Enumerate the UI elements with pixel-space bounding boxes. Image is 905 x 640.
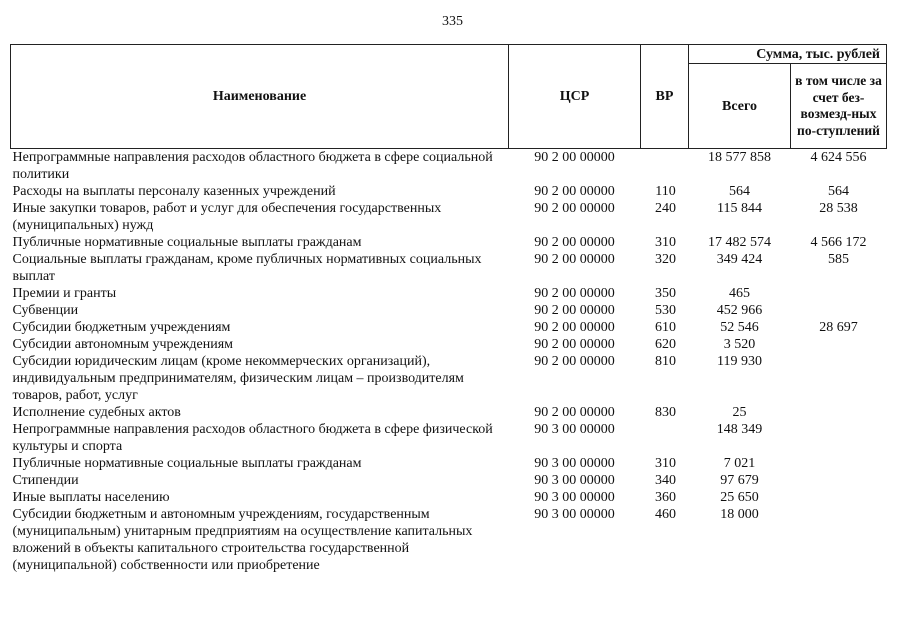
row-name: Публичные нормативные социальные выплаты гражданам <box>12 235 362 250</box>
row-csr: 90 2 00 00000 <box>534 252 615 267</box>
row-total: 465 <box>729 286 750 301</box>
row-vr: 620 <box>655 337 676 352</box>
table-row <box>11 455 887 472</box>
row-free-funds <box>791 455 887 472</box>
row-total: 18 577 858 <box>708 150 771 165</box>
row-csr: 90 3 00 00000 <box>534 422 615 437</box>
row-vr: 340 <box>655 473 676 488</box>
table-row <box>11 149 887 184</box>
row-free-funds: 585 <box>828 252 849 267</box>
row-total: 7 021 <box>723 456 756 471</box>
table-row <box>11 251 887 285</box>
row-vr: 310 <box>655 456 676 471</box>
row-name: Субсидии бюджетным и автономным учреждениям, государственным (муниципальным) унитарным предприятиям на осуществление капитальных вложений в объекты капитального строительства государственной (муниципальной) собственности или приобретение <box>12 507 473 573</box>
row-csr: 90 2 00 00000 <box>534 235 615 250</box>
table-row <box>11 404 887 421</box>
header-free: в том числе за счет без-возмезд-ных по-ступлений <box>791 64 887 149</box>
budget-table <box>10 44 887 574</box>
row-csr: 90 2 00 00000 <box>534 303 615 318</box>
row-vr: 360 <box>655 490 676 505</box>
row-total: 52 546 <box>720 320 759 335</box>
row-name: Расходы на выплаты персоналу казенных учреждений <box>12 184 336 199</box>
row-csr: 90 2 00 00000 <box>534 354 615 369</box>
table-row <box>11 200 887 234</box>
row-total: 3 520 <box>723 337 756 352</box>
row-name: Иные выплаты населению <box>12 490 170 505</box>
header-sum-group: Сумма, тыс. рублей <box>689 45 887 64</box>
row-csr: 90 2 00 00000 <box>534 184 615 199</box>
table-row <box>11 183 887 200</box>
row-vr: 320 <box>655 252 676 267</box>
row-name: Исполнение судебных актов <box>12 405 181 420</box>
row-csr: 90 2 00 00000 <box>534 337 615 352</box>
row-csr: 90 3 00 00000 <box>534 490 615 505</box>
row-free-funds <box>791 472 887 489</box>
row-csr: 90 2 00 00000 <box>534 405 615 420</box>
row-free-funds <box>791 285 887 302</box>
row-vr: 110 <box>655 184 676 199</box>
row-total: 115 844 <box>717 201 762 216</box>
row-name: Субсидии автономным учреждениям <box>12 337 234 352</box>
table-body <box>11 149 887 575</box>
row-name: Стипендии <box>12 473 79 488</box>
header-name: Наименование <box>11 45 509 149</box>
table-row <box>11 302 887 319</box>
row-total: 25 <box>732 405 747 420</box>
row-vr: 240 <box>655 201 676 216</box>
table-header <box>11 45 887 149</box>
table-row <box>11 489 887 506</box>
row-free-funds: 28 538 <box>819 201 858 216</box>
row-free-funds: 28 697 <box>819 320 858 335</box>
row-free-funds <box>791 506 887 574</box>
row-free-funds: 564 <box>828 184 849 199</box>
row-vr: 610 <box>655 320 676 335</box>
row-total: 17 482 574 <box>708 235 771 250</box>
row-csr: 90 3 00 00000 <box>534 473 615 488</box>
row-vr <box>641 149 689 184</box>
header-vr: ВР <box>641 45 689 149</box>
table-row <box>11 472 887 489</box>
row-free-funds: 4 566 172 <box>810 235 867 250</box>
row-csr: 90 3 00 00000 <box>534 456 615 471</box>
row-name: Субвенции <box>12 303 79 318</box>
row-csr: 90 2 00 00000 <box>534 201 615 216</box>
row-free-funds <box>791 302 887 319</box>
row-total: 452 966 <box>716 303 763 318</box>
row-vr: 310 <box>655 235 676 250</box>
row-name: Публичные нормативные социальные выплаты гражданам <box>12 456 362 471</box>
row-vr: 810 <box>655 354 676 369</box>
row-vr: 460 <box>655 507 676 522</box>
row-csr: 90 2 00 00000 <box>534 286 615 301</box>
row-name: Социальные выплаты гражданам, кроме публичных нормативных социальных выплат <box>12 252 482 284</box>
table-row <box>11 506 887 574</box>
header-csr: ЦСР <box>509 45 641 149</box>
table-row <box>11 319 887 336</box>
row-csr: 90 2 00 00000 <box>534 320 615 335</box>
row-total: 25 650 <box>720 490 759 505</box>
row-free-funds <box>791 353 887 404</box>
row-vr: 350 <box>655 286 676 301</box>
table-row <box>11 336 887 353</box>
row-vr: 830 <box>655 405 676 420</box>
row-free-funds <box>791 421 887 455</box>
table-row <box>11 234 887 251</box>
header-total: Всего <box>689 64 791 149</box>
row-name: Премии и гранты <box>12 286 117 301</box>
row-free-funds: 4 624 556 <box>810 150 867 165</box>
row-name: Субсидии юридическим лицам (кроме некоммерческих организаций), индивидуальным предпринимателям, физическим лицам – производителям товаров, работ, услуг <box>12 354 464 403</box>
page-number: 335 <box>442 14 463 29</box>
row-total: 349 424 <box>716 252 763 267</box>
table-row <box>11 353 887 404</box>
table-row <box>11 421 887 455</box>
table-row <box>11 285 887 302</box>
row-csr: 90 2 00 00000 <box>534 150 615 165</box>
row-vr <box>641 421 689 455</box>
row-vr: 530 <box>655 303 676 318</box>
row-csr: 90 3 00 00000 <box>534 507 615 522</box>
row-name: Иные закупки товаров, работ и услуг для обеспечения государственных (муниципальных) нужд <box>12 201 442 233</box>
row-total: 148 349 <box>716 422 763 437</box>
row-total: 18 000 <box>720 507 759 522</box>
row-total: 97 679 <box>720 473 759 488</box>
row-free-funds <box>791 404 887 421</box>
row-name: Непрограммные направления расходов областного бюджета в сфере физической культуры и спорта <box>12 422 493 454</box>
row-free-funds <box>791 336 887 353</box>
row-total: 119 930 <box>717 354 762 369</box>
row-name: Непрограммные направления расходов областного бюджета в сфере социальной политики <box>12 150 493 182</box>
row-name: Субсидии бюджетным учреждениям <box>12 320 231 335</box>
row-free-funds <box>791 489 887 506</box>
row-total: 564 <box>729 184 750 199</box>
